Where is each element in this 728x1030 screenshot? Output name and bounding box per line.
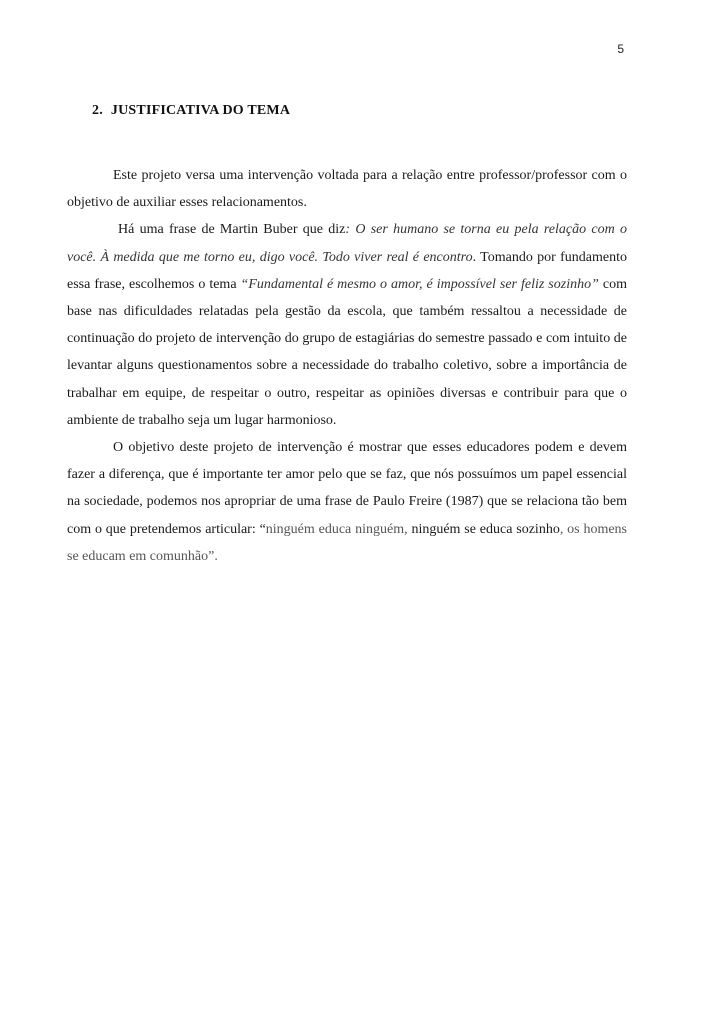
paragraph-2-middle: . Tomando por fundamento essa frase, escolhemos o tema — [67, 249, 627, 292]
paragraph-3 — [67, 434, 627, 570]
paragraph-2 — [67, 216, 627, 434]
body-text — [67, 162, 627, 570]
freire-quote-part-2: ninguém se educa sozinho — [407, 521, 560, 537]
page-number: 5 — [617, 42, 624, 56]
section-title: JUSTIFICATIVA DO TEMA — [110, 103, 291, 118]
buber-intro: Há uma frase de Martin Buber que diz — [118, 222, 346, 238]
section-number: 2. — [92, 103, 103, 118]
buber-quote: : O ser humano se torna eu pela relação com o você. À medida que me torno eu, digo você. Todo viver real é encontro — [67, 222, 627, 265]
freire-quote-part-1: ninguém educa ninguém, — [265, 521, 408, 537]
freire-quote-part-3: , os homens se educam em comunhão”. — [67, 521, 628, 564]
paragraph-1: Este projeto versa uma intervenção voltada para a relação entre professor/professor com o objetivo de auxiliar esses relacionamentos. — [67, 168, 627, 211]
theme-quote: “Fundamental é mesmo o amor, é impossível ser feliz sozinho” — [240, 276, 599, 292]
paragraph-2-end: com base nas dificuldades relatadas pela gestão da escola, que também ressaltou a necessidade de continuação do projeto de intervenção do grupo de estagiárias do semestre passado e com intuito de levantar alguns questionamentos sobre a necessidade do trabalho coletivo, sobre a importância de trabalhar em equipe, de respeitar o outro, respeitar as opiniões diversas e contribuir para que o ambiente de trabalho seja um lugar harmonioso. — [67, 276, 627, 428]
paragraph-3-main: O objetivo deste projeto de intervenção é mostrar que esses educadores podem e devem fazer a diferença, que é importante ter amor pelo que se faz, que nós possuímos um papel essencial na sociedade, podemos nos apropriar de uma frase de Paulo Freire (1987) que se relaciona tão bem com o que pretendemos articular: “ — [67, 440, 627, 537]
section-heading — [92, 103, 290, 119]
